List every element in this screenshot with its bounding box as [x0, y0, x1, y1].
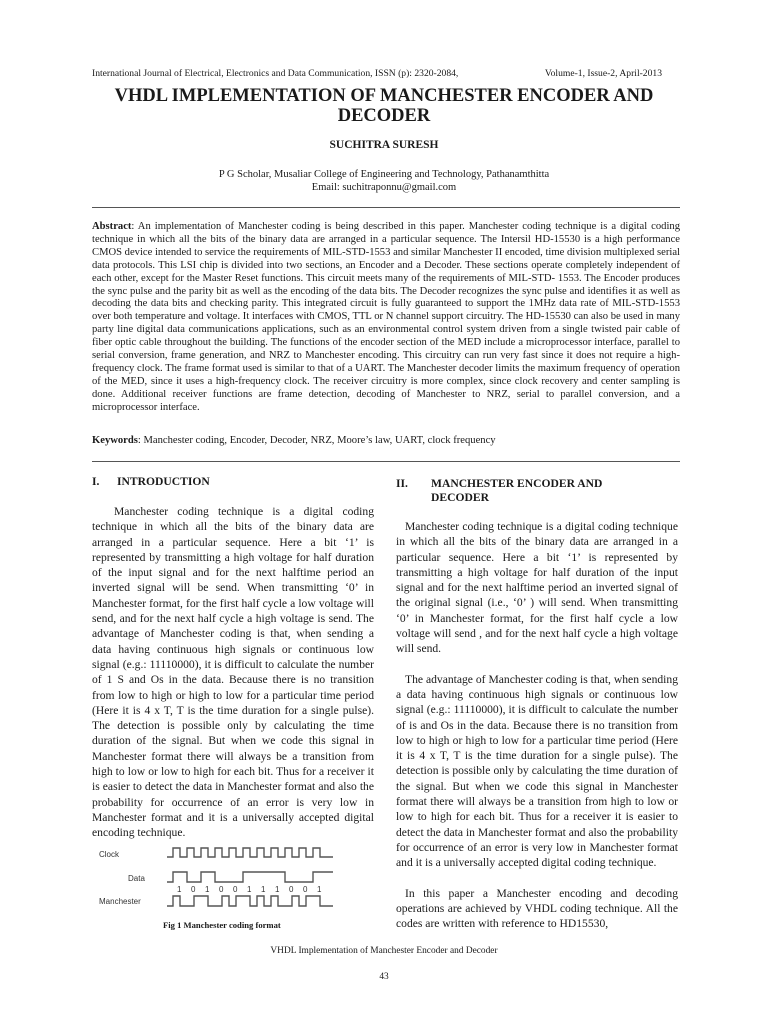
- bit-label: 1: [205, 885, 210, 894]
- paper-title-line-1: VHDL IMPLEMENTATION OF MANCHESTER ENCODER AND: [114, 86, 654, 106]
- manchester-coding-figure: [93, 840, 375, 916]
- bit-label: 1: [177, 885, 182, 894]
- bit-label: 0: [233, 885, 238, 894]
- keywords-label: Keywords: [92, 435, 138, 446]
- bit-label: 0: [303, 885, 308, 894]
- manchester-waveform: [167, 896, 333, 906]
- manchester-label: Manchester: [99, 897, 141, 906]
- page-number: 43: [379, 972, 389, 982]
- keywords-divider: [92, 461, 680, 462]
- author-email: Email: suchitraponnu@gmail.com: [311, 182, 457, 193]
- figure-caption: Fig 1 Manchester coding format: [163, 920, 281, 930]
- section-1-paragraph: Manchester coding technique is a digital coding technique in which all the bits of the binary data are arranged in a particular sequence. Here a bit ‘1’ is represented by transmitting a high voltage for half duration of the input signal and for the next halftime period an inverted signal will be send. When transmitting ‘0’ in Manchester format, for the first half cycle a low voltage will send, and for the next half cycle a high voltage is send. The advantage of Manchester coding is that, when sending a data having continuous high signals or continuous low signal (e.g.: 11110000), it is difficult to calculate the number of 1 S and Os in the data. Because there is no transition from low to high or high to low for a particular time period (Here it is 4 x T, T is the time duration for a single pulse). The detection is possible only by calculating the time duration of the signal. But when we code this signal in Manchester format there will always be a transition from high to low or low to high for each bit. Thus for a receiver it is easier to detect the data in Manchester format and also the probability for occurrence of an error is very low in Manchester format and it is a universally accepted digital encoding technique.: [92, 505, 374, 840]
- bit-label: 1: [261, 885, 266, 894]
- clock-waveform: [167, 848, 333, 857]
- bit-labels: [177, 885, 322, 894]
- author-affiliation-block: [0, 168, 768, 194]
- section-2-paragraph-2: The advantage of Manchester coding is that, when sending a data having continuous high signals or continuous low signal (e.g.: 11110000), it is difficult to calculate the number of is and Os in the data. Because there is no transition from low to high or high to low for a particular time period (Here it is 4 x T, T is the time duration for a single pulse). The detection is possible only by calculating the time duration of the signal. But when we code this signal in Manchester format there will always be a transition from high to low or low to high for each bit. Thus for a receiver it is easier to detect the data in Manchester format and also the probability for occurrence of an error is very low in Manchester format and it is a universally accepted digital coding technique.: [396, 672, 678, 870]
- journal-citation: International Journal of Electrical, Electronics and Data Communication, ISSN (p): 2320-2084,: [92, 68, 459, 79]
- clock-label: Clock: [99, 850, 120, 859]
- bit-label: 0: [219, 885, 224, 894]
- journal-volume: Volume-1, Issue-2, April-2013: [544, 68, 662, 79]
- section-1-title: INTRODUCTION: [117, 475, 210, 488]
- data-label: Data: [128, 874, 145, 883]
- section-2-body: [396, 519, 678, 931]
- section-2-paragraph-3: In this paper a Manchester encoding and decoding operations are achieved by VHDL coding technique. All the codes are written with reference to HD15530,: [396, 886, 678, 931]
- keywords-text: : Manchester coding, Encoder, Decoder, NRZ, Moore’s law, UART, clock frequency: [137, 435, 496, 446]
- journal-header: [92, 68, 662, 79]
- author-name: SUCHITRA SURESH: [329, 139, 439, 151]
- section-1-number: I.: [92, 475, 100, 488]
- author-affiliation: P G Scholar, Musaliar College of Engineering and Technology, Pathanamthitta: [218, 169, 550, 180]
- section-2-title: MANCHESTER ENCODER AND DECODER: [431, 477, 603, 504]
- abstract: [92, 221, 680, 415]
- section-1-body: [92, 504, 374, 841]
- paper-title: [88, 86, 680, 126]
- bit-label: 0: [289, 885, 294, 894]
- bit-label: 1: [275, 885, 280, 894]
- bit-label: 1: [247, 885, 252, 894]
- abstract-text: : An implementation of Manchester coding is being described in this paper. Manchester coding technique is a digital coding technique in which all the bits of the binary data are arranged in a particular sequence. The Intersil HD-15530 is a high performance CMOS device intended to service the requirements of MIL-STD-1553 and similar Manchester II encoded, time division multiplexed serial data protocols. This LSI chip is divided into two sections, an Encoder and a Decoder. These sections operate completely independent of each other, except for the Master Reset functions. This circuit meets many of the requirements of MIL-STD- 1553. The Encoder produces the sync pulse and the parity bit as well as the encoding of the data bits. The Decoder recognizes the sync pulse and identifies it as well as decoding the data bits and checking parity. This integrated circuit is fully guaranteed to support the 1MHz data rate of MIL-STD-1553 over both temperature and voltage. It interfaces with CMOS, TTL or N channel support circuitry. The HD-15530 can also be used in many party line digital data communications applications, such as an environmental control system driven from a single twisted pair cable of fiber optic cable throughout the building. The functions of the encoder section of the MED include a microprocessor interface, parallel to serial conversion, frame generation, and NRZ to Manchester encoding. This circuitry can run very fast since it does not require a high-frequency clock. The frame format used is similar to that of a UART. The Manchester decoder limits the maximum frequency of operation of the MED, since it uses a high-frequency clock. The receiver circuitry is more complex, since clock recovery and center sampling is done. Additional receiver functions are frame detection, decoding of Manchester to NRZ, serial to parallel conversion, and a microprocessor interface.: [92, 221, 680, 413]
- bit-label: 0: [191, 885, 196, 894]
- section-2-paragraph-1: Manchester coding technique is a digital coding technique in which all the bits of the binary data are arranged in a particular sequence. Here a bit ‘1’ is represented by transmitting a high voltage for half duration of the input signal and for the next halftime period an inverted signal of the original signal (i.e., ‘0’ ) will send. When transmitting ‘0’ in Manchester format, for the first half cycle a low voltage will send , and for the next half cycle a high voltage will send.: [396, 520, 678, 656]
- footer-running-title: VHDL Implementation of Manchester Encoder and Decoder: [270, 946, 498, 956]
- paper-title-line-2: DECODER: [337, 106, 431, 126]
- keywords: [92, 435, 680, 446]
- top-divider: [92, 207, 680, 208]
- data-waveform: [167, 872, 333, 882]
- section-2-number: II.: [396, 477, 408, 490]
- abstract-label: Abstract: [92, 221, 132, 232]
- bit-label: 1: [317, 885, 322, 894]
